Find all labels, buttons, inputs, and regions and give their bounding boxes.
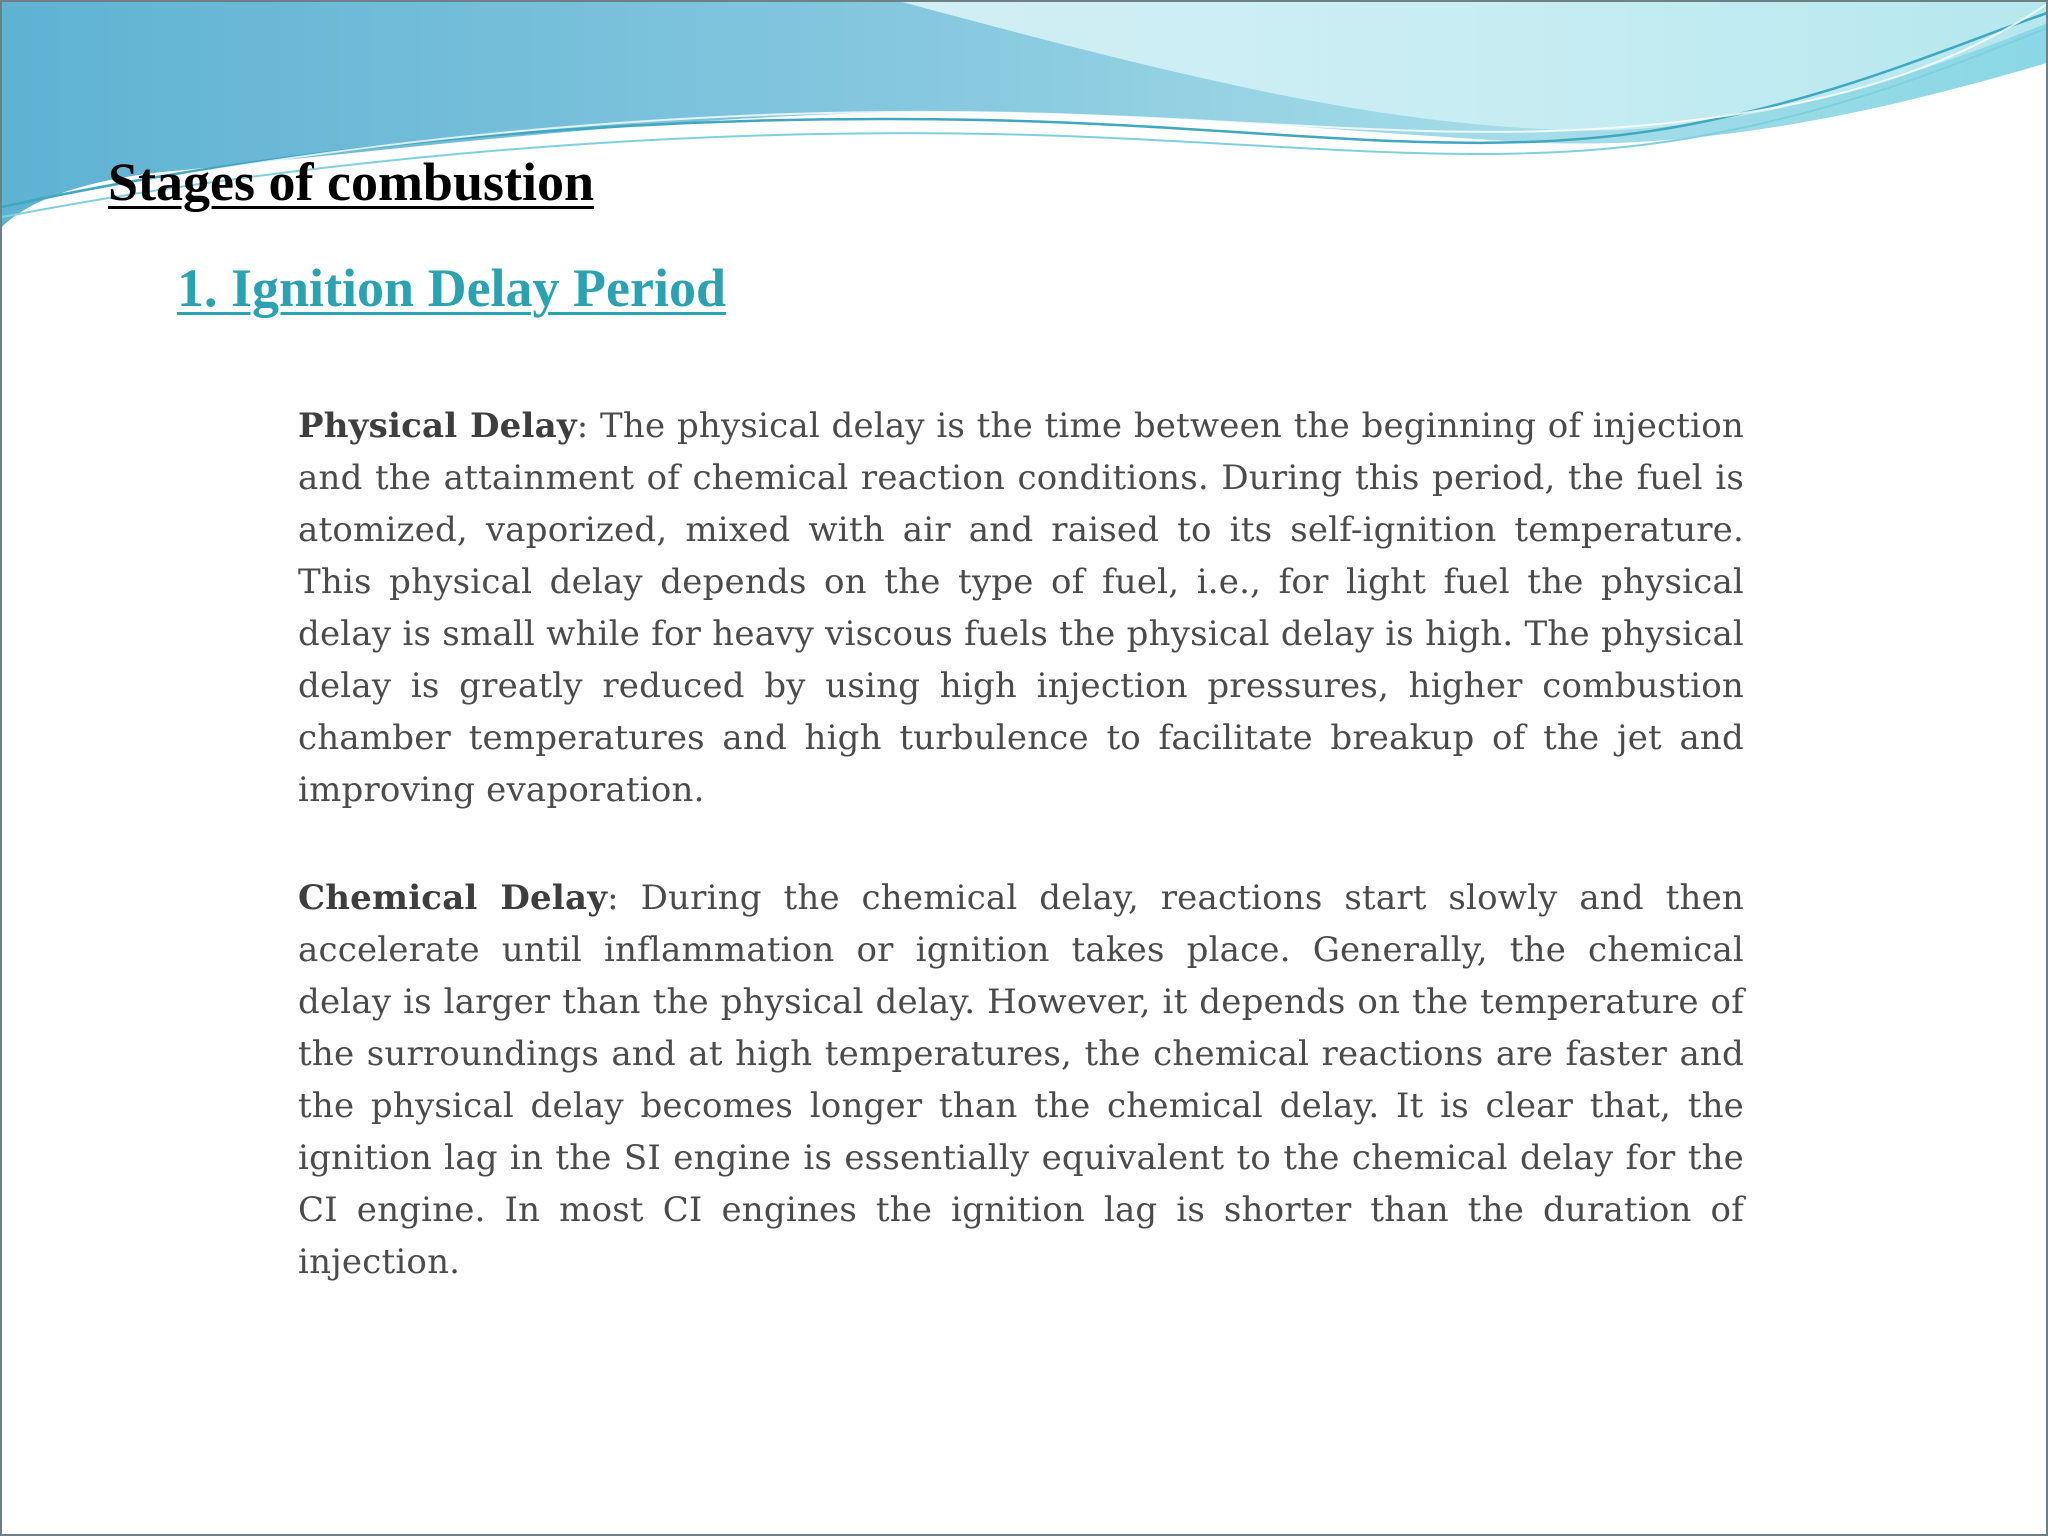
page-title: Stages of combustion xyxy=(108,152,595,212)
section-subtitle: 1. Ignition Delay Period xyxy=(177,258,726,318)
term-physical-delay: Physical Delay xyxy=(298,406,577,446)
term-chemical-delay: Chemical Delay xyxy=(298,878,608,918)
paragraph-physical-delay xyxy=(298,400,1744,816)
scanned-text-block xyxy=(298,400,1744,1288)
paragraph-chemical-delay xyxy=(298,872,1744,1288)
paragraph-text: : The physical delay is the time between the beginning of injection and the attainment of chemical reaction conditions. During this period, the fuel is atomized, vaporized, mixed with air and raised to its self-ignition temperature. This physical delay depends on the type of fuel, i.e., for light fuel the physical delay is small while for heavy viscous fuels the physical delay is high. The physical delay is greatly reduced by using high injection pressures, higher combustion chamber temperatures and high turbulence to facilitate breakup of the jet and improving evaporation. xyxy=(298,406,1744,810)
paragraph-text: : During the chemical delay, reactions start slowly and then accelerate until inflammation or ignition takes place. Generally, the chemical delay is larger than the physical delay. However, it depends on the temperature of the surroundings and at high temperatures, the chemical reactions are faster and the physical delay becomes longer than the chemical delay. It is clear that, the ignition lag in the SI engine is essentially equivalent to the chemical delay for the CI engine. In most CI engines the ignition lag is shorter than the duration of injection. xyxy=(298,878,1744,1282)
